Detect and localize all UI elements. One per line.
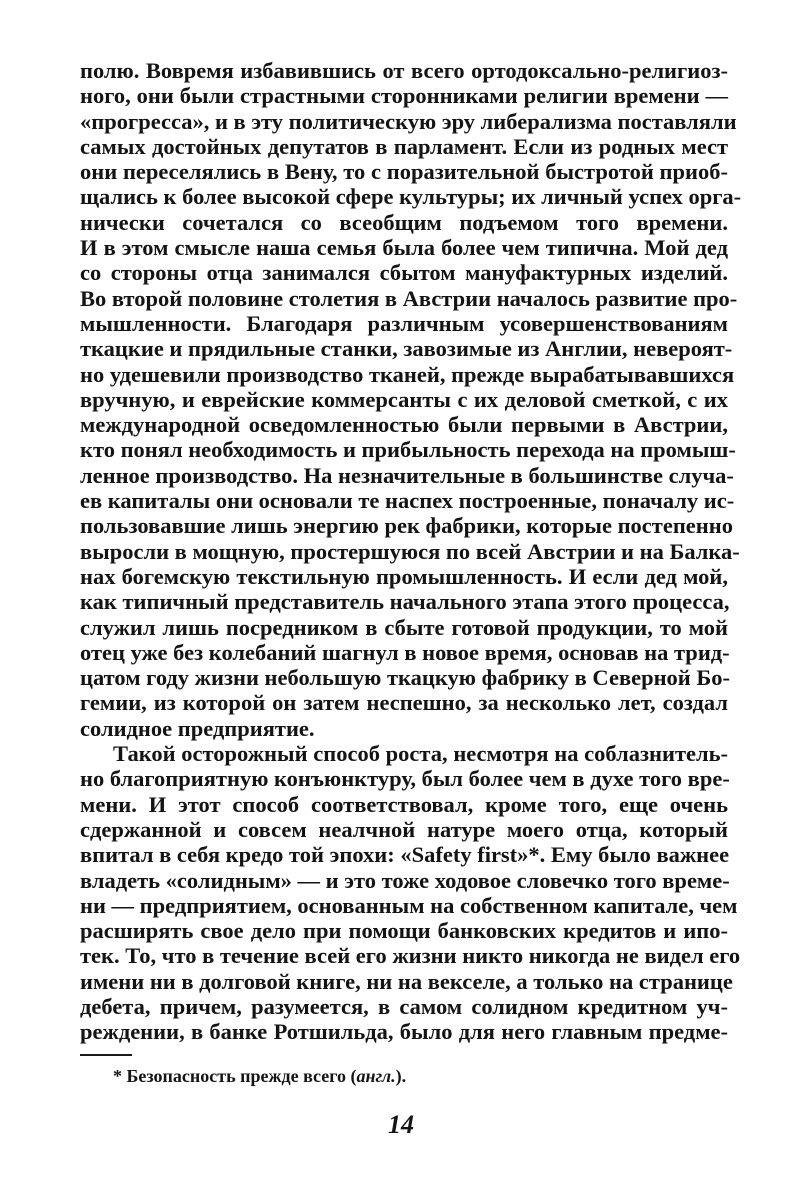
text-line: самых достойных депутатов в парламент. Если из родных мест xyxy=(80,133,728,159)
text-line: ткацкие и прядильные станки, завозимые из Англии, невероят- xyxy=(80,336,733,362)
text-line: отец уже без колебаний шагнул в новое время, основав на трид- xyxy=(80,639,730,665)
text-line: ного, они были страстными сторонниками религии времени — xyxy=(80,83,728,109)
text-line: полю. Вовремя избавившись от всего ортодоксально-религиоз- xyxy=(80,58,728,83)
text-line: реждении, в банке Ротшильда, было для него главным предме- xyxy=(80,1019,728,1045)
text-line: ни — предприятием, основанным на собственном капитале, чем xyxy=(80,892,738,918)
text-line: как типичный представитель начального этапа этого процесса, xyxy=(80,589,730,615)
text-line: солидное предприятие. xyxy=(80,715,315,741)
footnote-divider xyxy=(80,1054,132,1056)
text-line: тек. То, что в течение всей его жизни никто никогда не видел его xyxy=(80,943,741,969)
text-line: служил лишь посредником в сбыте готовой продукции, то мой xyxy=(80,614,728,640)
text-line: нах богемскую текстильную промышленность. И если дед мой, xyxy=(80,563,728,589)
text-line: сдержанной и совсем неалчной натуре моего отца, который xyxy=(80,816,728,842)
text-line: но благоприятную конъюнктуру, был более чем в духе того вре- xyxy=(80,766,730,792)
text-line: имени ни в долговой книге, ни на векселе, а только на странице xyxy=(80,968,733,994)
text-line: ленное производство. На незначительные в большинстве случа- xyxy=(80,462,734,488)
footnote-language: англ. xyxy=(356,1066,396,1086)
text-line: щались к более высокой сфере культуры; их личный успех орга- xyxy=(80,184,742,210)
text-line: цатом году жизни небольшую ткацкую фабрику в Северной Бо- xyxy=(80,665,731,691)
footnote-text: * Безопасность прежде всего ( xyxy=(113,1066,357,1086)
text-line: но удешевили производство тканей, прежде вырабатывавшихся xyxy=(80,361,735,387)
text-line: мышленности. Благодаря различным усовершенствованиям xyxy=(80,310,728,336)
footnote xyxy=(113,1066,406,1087)
text-line: Во второй половине столетия в Австрии началось развитие про- xyxy=(80,285,738,311)
footnote-close: ). xyxy=(395,1066,407,1086)
text-line: они переселялись в Вену, то с поразительной быстротой приоб- xyxy=(80,159,728,185)
text-line: вручную, и еврейские коммерсанты с их деловой сметкой, с их xyxy=(80,386,728,412)
text-line: нически сочетался со всеобщим подъемом того времени. xyxy=(80,209,728,235)
text-line: Такой осторожный способ роста, несмотря на соблазнитель- xyxy=(113,741,728,767)
text-line: «прогресса», и в эту политическую эру либерализма поставляли xyxy=(80,108,737,134)
text-line: дебета, причем, разумеется, в самом солидном кредитном уч- xyxy=(80,993,728,1019)
text-line: впитал в себя кредо той эпохи: «Safety first»*. Ему было важнее xyxy=(80,842,730,868)
text-line: ев капиталы они основали те наспех построенные, поначалу ис- xyxy=(80,488,735,514)
text-line: мени. И этот способ соответствовал, кроме того, еще очень xyxy=(80,791,728,817)
page-number: 14 xyxy=(388,1110,414,1139)
text-line: гемии, из которой он затем неспешно, за несколько лет, создал xyxy=(80,690,728,716)
text-line: со стороны отца занимался сбытом мануфактурных изделий. xyxy=(80,260,728,286)
text-line: выросли в мощную, простершуюся по всей Австрии и на Балка- xyxy=(80,538,740,564)
body-text xyxy=(80,58,742,1045)
text-line: кто понял необходимость и прибыльность перехода на промыш- xyxy=(80,437,736,463)
text-line: И в этом смысле наша семья была более чем типична. Мой дед xyxy=(80,235,728,261)
text-line: пользовавшие лишь энергию рек фабрики, которые постепенно xyxy=(80,513,733,539)
text-line: расширять свое дело при помощи банковских кредитов и ипо- xyxy=(80,918,728,944)
text-line: владеть «солидным» — и это тоже ходовое словечко того време- xyxy=(80,867,730,893)
text-line: международной осведомленностью были первыми в Австрии, xyxy=(80,412,728,438)
